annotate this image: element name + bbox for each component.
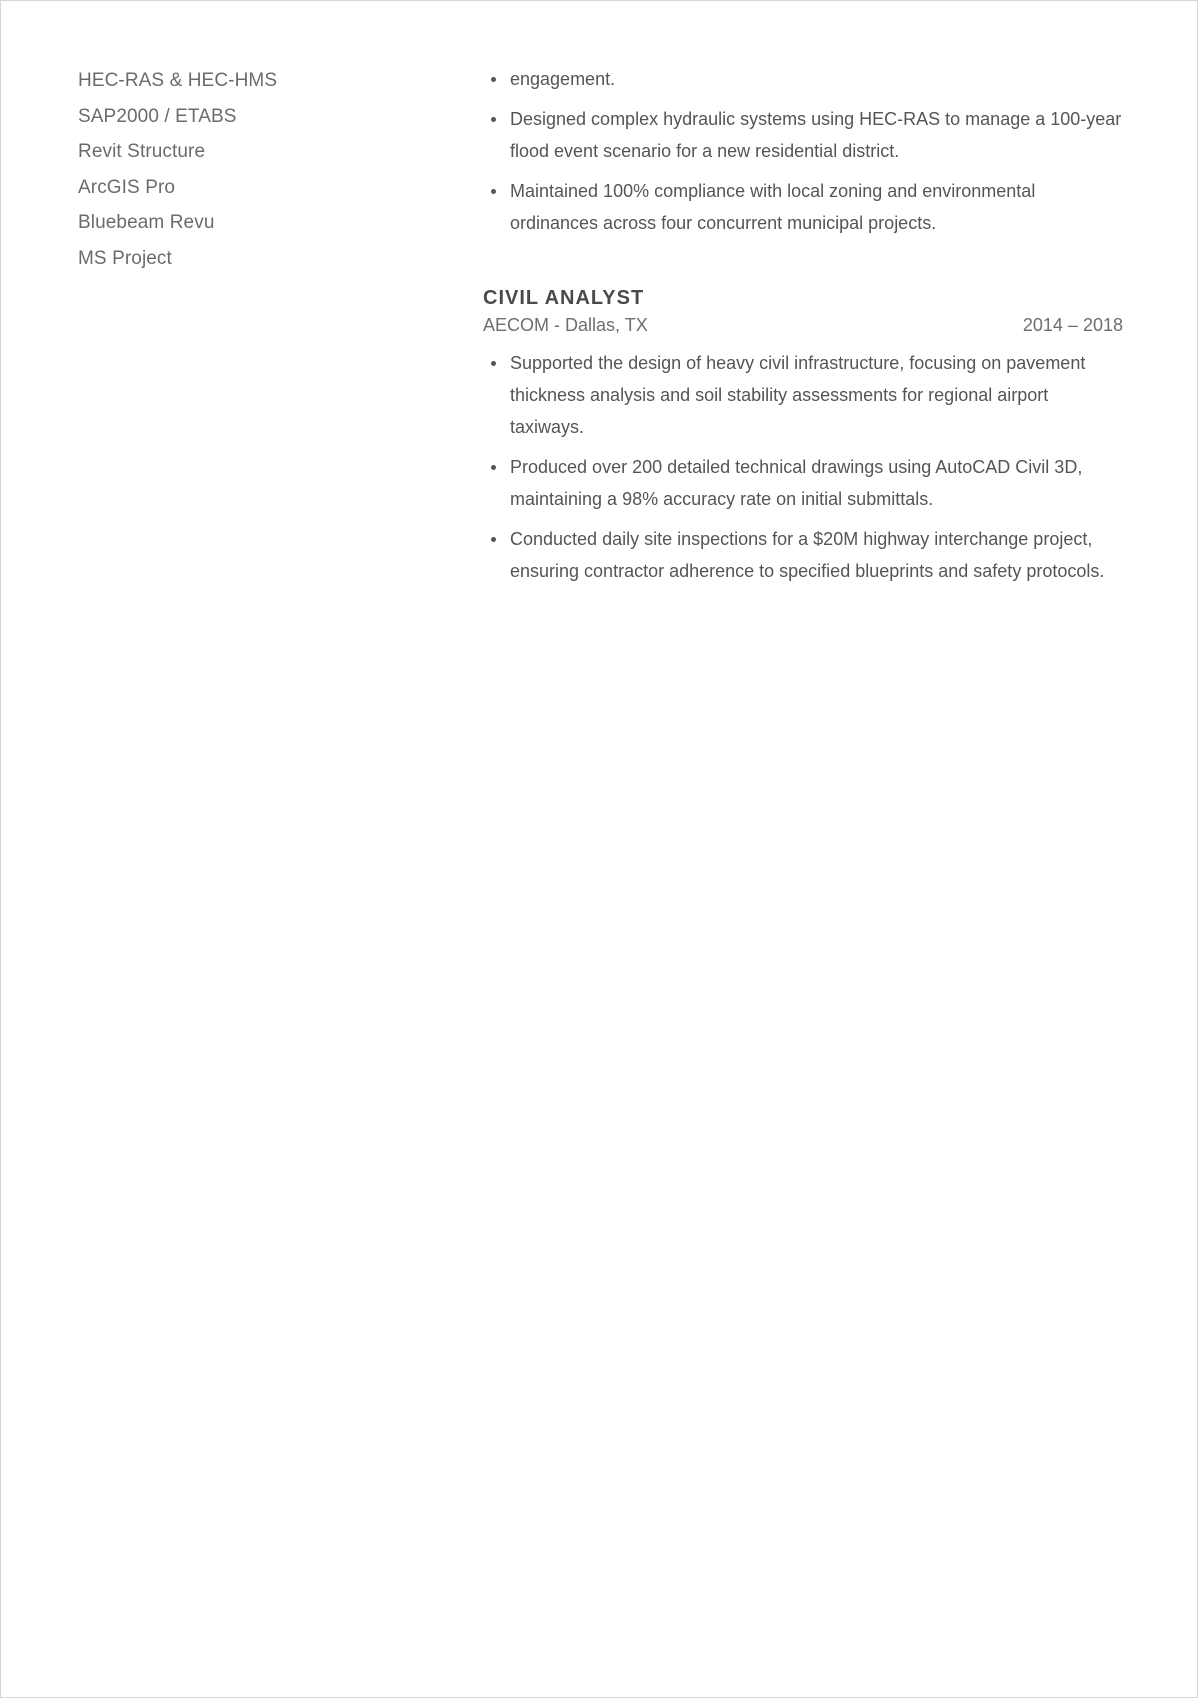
previous-job-bullets xyxy=(483,63,1123,239)
skills-sidebar xyxy=(78,63,398,276)
skill-item: Bluebeam Revu xyxy=(78,212,215,233)
job-title: CIVIL ANALYST xyxy=(483,287,645,309)
bullet-item: Conducted daily site inspections for a $20M highway interchange project, ensuring contractor adherence to specified blueprints and safety protocols. xyxy=(483,523,1123,587)
bullet-item: Designed complex hydraulic systems using HEC-RAS to manage a 100-year flood event scenario for a new residential district. xyxy=(483,103,1123,167)
job-meta xyxy=(483,311,1123,339)
skill-item: MS Project xyxy=(78,247,172,269)
job-entry xyxy=(483,285,1123,587)
job-dates: 2014 – 2018 xyxy=(1022,315,1123,335)
bullet-item: Produced over 200 detailed technical drawings using AutoCAD Civil 3D, maintaining a 98% accuracy rate on initial submittals. xyxy=(483,451,1123,515)
bullet-item: engagement. xyxy=(483,63,1123,95)
skill-item: SAP2000 / ETABS xyxy=(78,105,237,127)
job-bullets xyxy=(483,347,1123,587)
skill-item: ArcGIS Pro xyxy=(78,176,176,198)
experience-section xyxy=(483,63,1123,595)
skill-item: HEC-RAS & HEC-HMS xyxy=(78,70,278,91)
bullet-item: Maintained 100% compliance with local zoning and environmental ordinances across four concurrent municipal projects. xyxy=(483,175,1123,239)
bullet-item: Supported the design of heavy civil infrastructure, focusing on pavement thickness analysis and soil stability assessments for regional airport taxiways. xyxy=(483,347,1123,443)
skill-item: Revit Structure xyxy=(78,141,206,162)
job-company: AECOM - Dallas, TX xyxy=(483,315,648,335)
